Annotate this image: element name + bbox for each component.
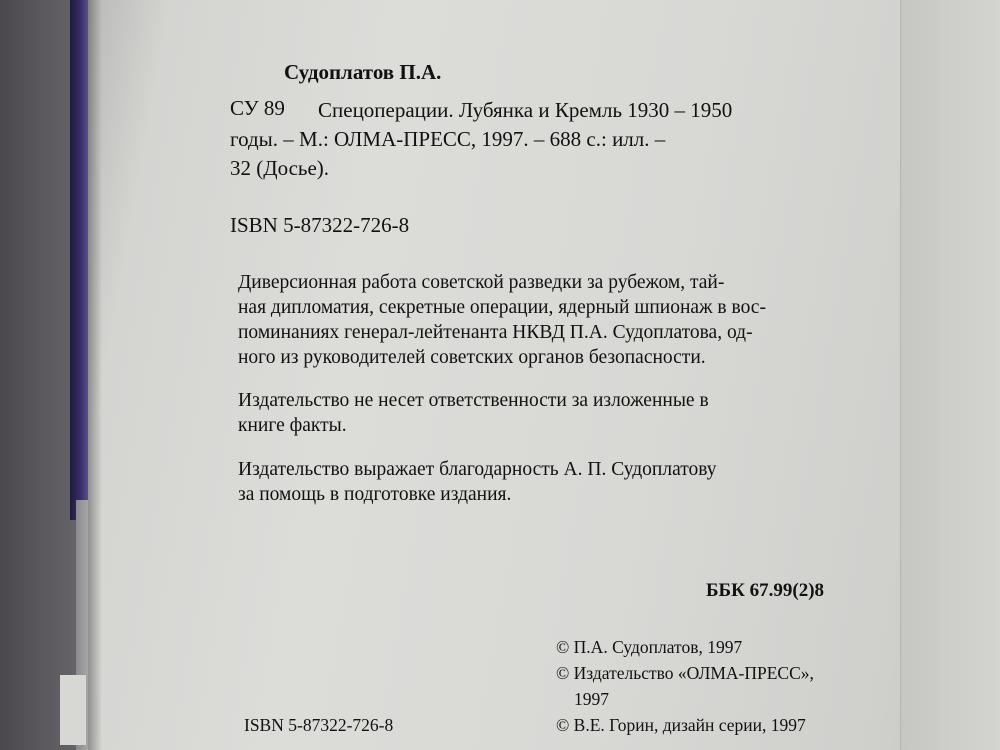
copyright-design: © В.Е. Горин, дизайн серии, 1997 (556, 715, 806, 735)
copyright-publisher: © Издательство «ОЛМА-ПРЕСС», (556, 663, 814, 683)
adjacent-page-edge (900, 0, 1000, 750)
author-heading: Судоплатов П.А. (284, 60, 442, 84)
bbk-code: ББК 67.99(2)8 (706, 580, 825, 601)
page-gutter-shadow (88, 0, 102, 750)
library-code: СУ 89 (230, 96, 285, 120)
copyright-publisher-year: 1997 (574, 689, 609, 709)
cover-edge (70, 0, 88, 520)
copyright-author: © П.А. Судоплатов, 1997 (556, 637, 743, 657)
disclaimer-paragraph: Издательство не несет ответственности за изложенные в книге факты. (238, 390, 709, 436)
annotation-paragraph: Диверсионная работа советской разведки за рубежом, тай- ная дипломатия, секретные операции, ядерный шпионаж в вос- поминаниях генерал-лейтенанта НКВД П.А. Судоплатова, од- ного из руководителей советских органов безопасности. (238, 272, 766, 368)
spine-sticker (60, 675, 86, 745)
catalog-line-2: годы. – М.: ОЛМА-ПРЕСС, 1997. – 688 с.: илл. – (230, 127, 666, 151)
isbn: ISBN 5-87322-726-8 (230, 213, 410, 237)
isbn-bottom: ISBN 5-87322-726-8 (244, 715, 394, 735)
catalog-line-3: 32 (Досье). (230, 156, 330, 180)
catalog-line-1: Спецоперации. Лубянка и Кремль 1930 – 1950 (318, 98, 733, 122)
thanks-paragraph: Издательство выражает благодарность А. П. Судоплатову за помощь в подготовке издания. (238, 459, 717, 505)
